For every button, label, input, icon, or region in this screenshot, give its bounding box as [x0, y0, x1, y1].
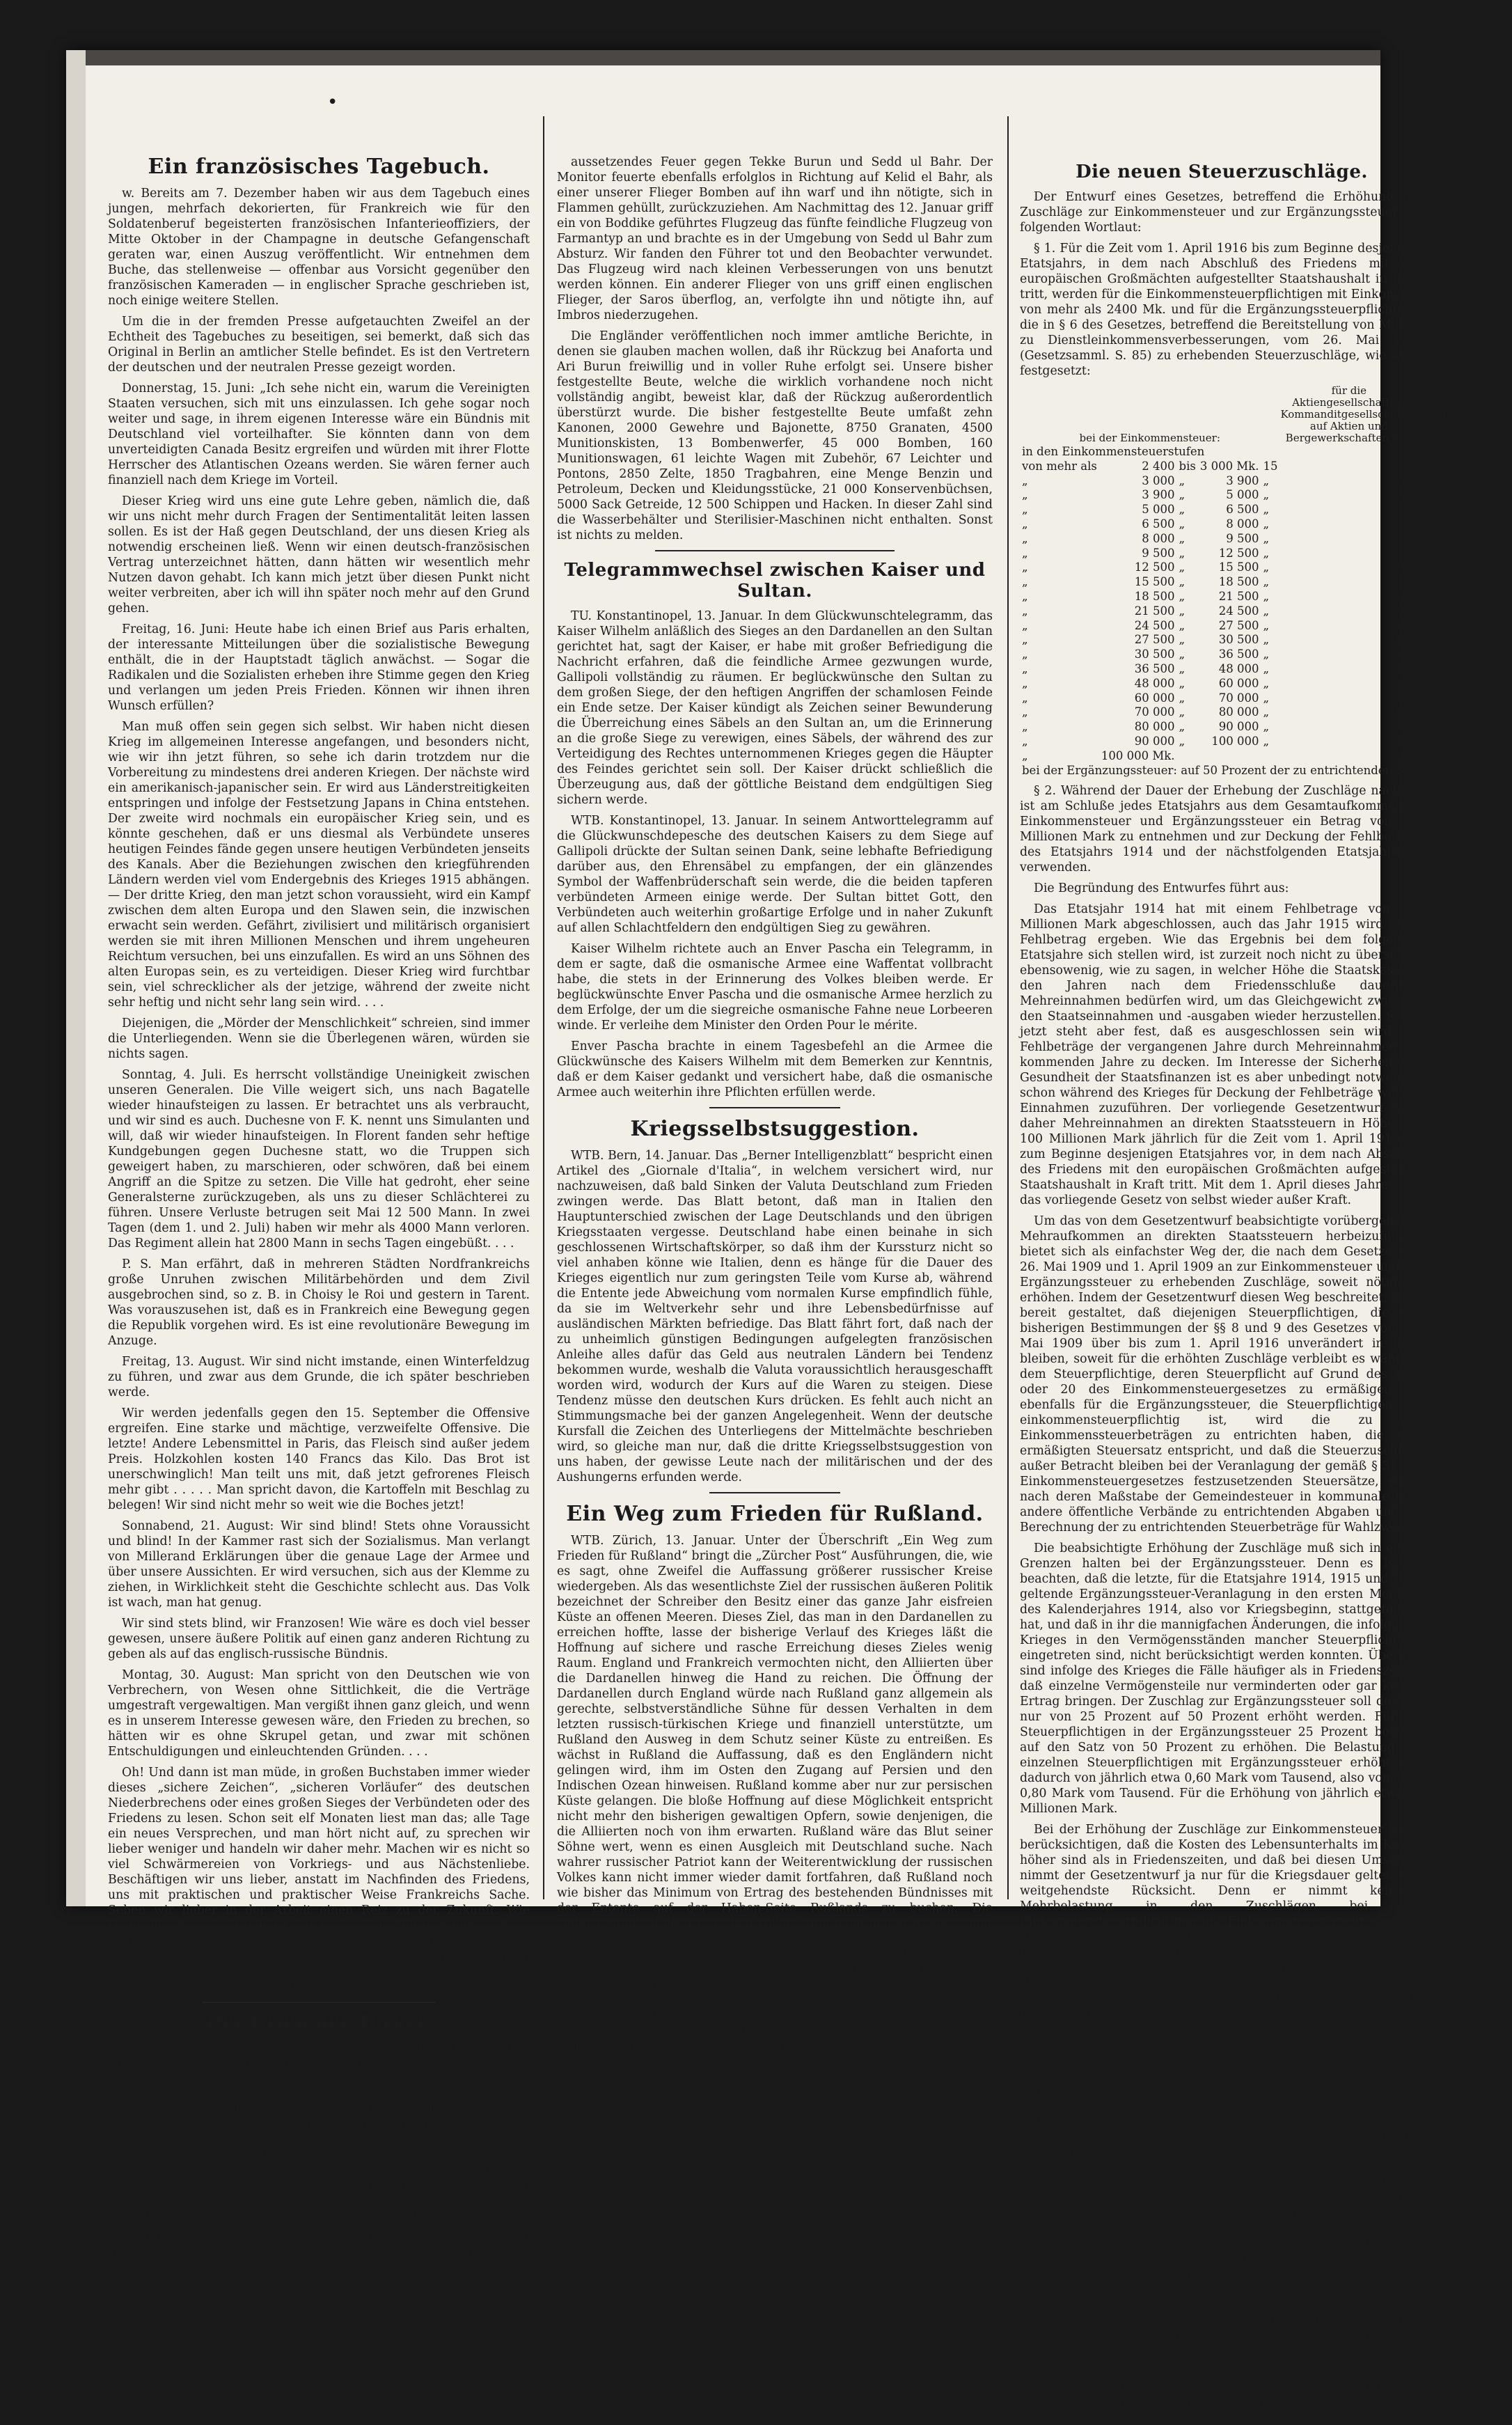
paragraph: Wir werden jedenfalls gegen den 15. September die Offensive ergreifen. Eine starke und mächtige, verzweifelte Offensive. Die letzte! Andere Lebensmittel in Paris, das Fleisch sind außer jedem Preis. Holzkohlen kosten 140 Francs das Kilo. Das Brot ist unerschwinglich! Man teilt uns mit, daß jetzt gefrorenes Fleisch mehr gibt . . . . . Man spricht davon, die Kartoffeln mit Beschlag zu belegen! Wir sind nicht mehr so weit wie die Boches jetzt! — [108, 1406, 530, 1512]
tax-table-cell: 90 000 — [1218, 720, 1259, 734]
tax-table-cell: 150 — [1394, 705, 1417, 719]
tax-table-cell: 90 — [1495, 705, 1510, 719]
scan-left-edge — [66, 50, 86, 1906]
tax-table-cell: 25 — [1495, 517, 1510, 531]
paragraph: Das Etatsjahr 1914 hat mit einem Fehlbetrage von 116 Millionen Mark abgeschlossen, auch das Jahr 1915 wird einen Fehlbetrag ergeben. Wie das Ergebnis bei dem folgenden Etatsjahre sich stellen wird, ist zurzeit noch nicht zu übersehen, ebensowenig, wie zu sagen, in welcher Höhe die Staatskasse in den Jahren nach dem Friedensschluße dauernder Mehreinnahmen bedürfen wird, um das Gleichgewicht zwischen den Staatseinnahmen und -ausgaben wieder herzustellen. Schon jetzt steht aber fest, daß es ausgeschlossen sein wird, die Fehlbeträge der vergangenen Jahre durch Mehreinnahmen der kommenden Jahre zu decken. Im Interesse der Sicherheit und Gesundheit der Staatsfinanzen ist es aber unbedingt notwendig, schon während des Krieges für Deckung der Fehlbeträge weitere Einnahmen zuzuführen. Der vorliegende Gesetzentwurf sieht daher Mehreinnahmen an direkten Staatssteuern in Höhe von 100 Millionen Mark jährlich für die Zeit vom 1. April 1916 bis zum Beginne desjenigen Etatsjahres vor, in dem nach Abschluß des Friedens mit den europäischen Großmächten aufgestellter Staatshaushalt in Kraft tritt. Mit dem 1. April dieses Jahres tritt das vorliegende Gesetz von selbst wieder außer Kraft. — [1020, 902, 1424, 1208]
tax-table-cell: „ — [1263, 705, 1270, 719]
tax-table-row — [1020, 474, 1512, 489]
tax-table-cell: „ — [1263, 575, 1270, 589]
tax-table-cell: „ — [1179, 618, 1186, 632]
article-body-steuer-begruendung — [1020, 783, 1424, 2425]
tax-table-cell: „ — [1179, 676, 1186, 690]
article-title-weg-zum-frieden: Ein Weg zum Frieden für Rußland. — [566, 1502, 984, 1526]
tax-table-cell: „ — [1179, 705, 1186, 719]
tax-table-cell: 65 — [1495, 633, 1510, 647]
tax-table-cell: „ — [1022, 531, 1028, 545]
column-rule-1 — [543, 116, 544, 1899]
tax-table-head-left: bei der Einkommensteuer: — [1079, 432, 1220, 444]
tax-table-cell: 100 — [1488, 748, 1510, 762]
tax-table-cell: „ — [1179, 575, 1186, 589]
tax-table-cell: 80 000 — [1218, 705, 1259, 719]
tax-table-cell: 36 500 — [1134, 661, 1175, 675]
tax-table-cell: „ — [1263, 560, 1270, 574]
tax-table-head-col1: für die Aktiengesellschaften, Kommanditgesellschaften auf Aktien und Bergewerkschaften auf: — [1280, 384, 1418, 444]
tax-table-row — [1020, 547, 1512, 561]
tax-table-cell: „ — [1022, 748, 1028, 762]
paragraph: § 1. Für die Zeit vom 1. April 1916 bis zum Beginne desjenigen Etatsjahrs, in dem nach Abschluß des Friedens mit den europäischen Großmächten aufgestellter Staatshaushalt in Kraft tritt, werden für die Einkommensteuerpflichtigen mit Einkommen von mehr als 2400 Mk. und für die Ergänzungssteuerpflichtigen die in § 6 des Gesetzes, betreffend die Bereitstellung von Mitteln zu Dienstleinkommensverbesserungen, vom 26. Mai 1909 (Gesetzsamml. S. 85) zu erhebenden Steuerzuschläge, wie folgt, festgesetzt: — [1020, 242, 1424, 378]
separator — [655, 550, 895, 551]
tax-table-cell: 50 — [1495, 589, 1510, 603]
paragraph: WTB. Konstantinopel, 13. Januar. In seinem Antworttelegramm auf die Glückwunschdepesche des deutschen Kaisers zu dem Siege auf Gallipoli drückte der Sultan seinen Dank, seine lebhafte Befriedigung darüber aus, den Ehrensäbel zu empfangen, der ein glänzendes Symbol der Waffenbrüderschaft sein werde, die die beiden tapferen verbündeten Armeen einige werde. Der Sultan bittet Gott, den Verbündeten auch weiterhin großartige Erfolge und in naher Zukunft auf allen Schlachtfeldern den endgültigen Sieg zu gewähren. — [557, 814, 993, 935]
tax-table-row — [1020, 517, 1512, 532]
tax-table-cell: 35 — [1495, 546, 1510, 560]
tax-table-cell: 60 — [1401, 560, 1417, 574]
paragraph: Die beabsichtigte Erhöhung der Zuschläge muß sich in engen Grenzen halten bei der Ergänzungssteuer. Denn es ist zu beachten, daß die letzte, für die Etatsjahre 1914, 1915 und 1916 geltende Ergänzungssteuer-Veranlagung in den ersten Monaten des Kalenderjahres 1914, also vor Kriegsbeginn, stattgefunden hat, und daß in ihr die mannigfachen Änderungen, die infolge des Krieges in den Vermögensständen mancher Steuerpflichtigen eingetreten sind, nicht berücksichtigt werden konnten. Überdies sind infolge des Krieges die Fälle häufiger als in Friedenszeiten, daß einzelne Vermögensteile nur verminderten oder gar keinen Ertrag bringen. Der Zuschlag zur Ergänzungssteuer soll deshalb nur von 25 Prozent auf 50 Prozent erhöht werden. Für die Steuerpflichtigen in der Ergänzungssteuer 25 Prozent beträgt, auf den Satz von 50 Prozent zu erhöhen. Die Belastung der einzelnen Steuerpflichtigen mit Ergänzungssteuer erhöht sich dadurch von jährlich etwa 0,60 Mark vom Tausend, also von etwa 0,80 Mark vom Tausend. Für die Erhöhung von jährlich etwa 15 Millionen Mark. — [1020, 1541, 1424, 1816]
paragraph: Um die in der fremden Presse aufgetauchten Zweifel an der Echtheit des Tagebuches zu beseitigen, sei bemerkt, daß sich das Original in Berlin an amtlicher Stelle befindet. Es ist den Vertretern der deutschen und der neutralen Presse gezeigt worden. — [108, 315, 530, 375]
tax-table-cell: „ — [1022, 648, 1028, 661]
tax-table-cell: „ — [1179, 604, 1186, 618]
tax-table-cell: „ — [1263, 734, 1270, 748]
tax-table-cell: 35 — [1401, 517, 1417, 531]
paragraph: Man muß offen sein gegen sich selbst. Wir haben nicht diesen Krieg im allgemeinen Interesse angefangen, und besonders nicht, wie wir ihn jetzt führen, so sehe ich darin trotzdem nur die Vorbereitung zu mindestens drei anderen Kriegen. Der nächste wird ein amerikanisch-japanischer sein. Er wird aus Länderstreitigkeiten entspringen und infolge der Festsetzung Japans in China entstehen. Der zweite wird nochmals ein europäischer Krieg sein, und es könnte geschehen, daß er uns diesmal als Verbündete unseres heutigen Feindes fände gegen unsere heutigen Verbündeten jenseits des Kanals. Aber die Beziehungen zwischen den kriegführenden Ländern werden viel vom Endergebnis des Krieges 1915 abhängen. — Der dritte Krieg, den man jetzt schon voraussieht, wird ein Kampf zwischen dem alten Europa und den Slawen sein, die inzwischen erwacht sein werden. Gefährt, zivilisiert und militärisch organisiert werden sie mit ihren Millionen Menschen und ihrem ungeheuren Reichtum versuchen, bei uns einzufallen. Es wird an uns Söhnen des alten Europas sein, es zu verteidigen. Dieser Krieg wird furchtbar sein, viel schrecklicher als der jetzige, während der zweite nicht sehr heftig und nicht sehr lang sein wird. . . . — [108, 720, 530, 1010]
paragraph: Für die Bemessung der Zuschläge für die Aktiengesellschaften, Kommanditgesellschaften auf Aktien und Bergewerkschaften ist zu berücksichtigen, daß die Einkommen dieser Arten nichtphysischer Personen seit dem 1. April 1909 höher — [1020, 2364, 1424, 2425]
separator — [203, 2002, 434, 2003]
tax-table-cell: 48 000 — [1134, 676, 1175, 690]
paragraph: Oh! Und dann ist man müde, in großen Buchstaben immer wieder dieses „sichere Zeichen“, „sicheren Vorläufer“ des deutschen Niederbrechens oder eines großen Sieges der Verbündeten oder des Friedens zu lesen. Schon seit elf Monaten liest man das; alle Tage ein neues Versprechen, und man hört nicht auf, zu sprechen wir lieber weniger und handeln wir daher mehr. Machen wir es nicht so viel Schwärmereien von Vorkriegs- und aus Nächstenliebe. Beschäftigen wir uns lieber, anstatt im Nachfinden des Friedens, uns mit praktischen und praktischer Weise Frankreichs Sache. Sehen wir lieber in der Arbeit einen Reiz zu der Zukunft. Wie Deutschland es doch gelehrt hat in der Kriegführung unterrichtet. Werden wir daraus lernen! Lebensführung unterrichtet. Wir bereits an den vorigen zehn Monaten erzwungener Lehrzeit Nutzen gezogen? Aber da ist nichts zu machen, das liegt im französischen Charakter. Wir werden nie anders.“ — [108, 1766, 530, 1994]
tax-table-cell: 140 — [1394, 676, 1417, 690]
tax-table-cell: „ — [1263, 546, 1270, 560]
tax-table-cell: 16 — [1495, 488, 1510, 502]
tax-table-cell: 24 500 — [1134, 618, 1175, 632]
tax-table-cell: „ — [1022, 633, 1028, 647]
tax-table-cell: 90 000 — [1134, 734, 1175, 748]
tax-table-row — [1020, 460, 1512, 474]
article-body-steuer-intro — [1020, 189, 1424, 379]
tax-table-cell: 36 500 — [1218, 648, 1259, 661]
paragraph: § 2. Während der Dauer der Erhebung der Zuschläge nach § 1 ist am Schluße jedes Etatsjahrs aus dem Gesamtaufkommen an Einkommensteuer und Ergänzungssteuer ein Betrag von 100 Millionen Mark zu entnehmen und zur Deckung der Fehlbeträge des Etatsjahrs 1914 und der nächstfolgenden Etatsjahre zu verwenden. — [1020, 784, 1424, 875]
tax-table-cell: 5 000 — [1226, 488, 1259, 502]
paragraph: Um das von dem Gesetzentwurf beabsichtigte vorübergehende Mehraufkommen an direkten Staatssteuern herbeizuführen, bietet sich als einfachster Weg der, die nach dem Gesetze vom 26. Mai 1909 und 1. April 1909 an zur Einkommensteuer und zur Ergänzungssteuer zu erhebenden Zuschläge, soweit nötig, zu erhöhen. Indem der Gesetzentwurf diesen Weg beschreitet, ist er bereit gestaltet, daß diejenigen Steuerpflichtigen, die den bisherigen Bestimmungen der §§ 8 und 9 des Gesetzes vom 26. Mai 1909 über bis zum 1. April 1916 unverändert in Kraft bleiben, soweit für die erhöhten Zuschläge verbleibt es während dem Steuerpflichtige, deren Steuerpflicht auf Grund des § 19 oder 20 des Einkommensteuergesetzes zu ermäßigen ist; ebenfalls für die Ergänzungssteuer, die Steuerpflichtigen, die einkommensteuerpflichtig ist, wird die zu den Einkommenssteuerbeträgen zu entrichten haben, die dem ermäßigten Steuersatz entspricht, und daß die Steuerzuschläge außer Betracht bleiben bei der Veranlagung der gemäß § 31 des Einkommensteuergesetzes festzusetzenden Steuersätze, sowie nach deren Maßstabe der Gemeindesteuer in kommunale oder andere öffentliche Verbände zu entrichtenden Abgaben und bei Berechnung der zu entrichtenden Steuerbeträge für Wahlzwecke. — [1020, 1214, 1424, 1535]
tax-table-cell: 48 000 — [1218, 661, 1259, 675]
tax-table-cell: „ — [1179, 531, 1186, 545]
tax-table-cell: 95 — [1495, 720, 1510, 734]
tax-table-cell: 160 — [1394, 748, 1417, 762]
tax-table-cell: 40 — [1401, 531, 1417, 545]
tax-table-row — [1020, 560, 1512, 575]
scan-top-edge — [66, 50, 1380, 65]
tax-table-cell: 30 — [1401, 503, 1417, 517]
tax-table-cell: 15 — [1263, 459, 1278, 473]
paragraph: WTB. Konstantinopel, 13. Januar, abends. Das Hauptquartier teilt mit: An der Kaukasusfront griff der Feind südlich des Aras-Flusses zwischen Tahir und Wali Baba und nördlich des Aras-Flusses zwischen Keutek und Harman-Engpaß in der Nacht vom 11. Januar zum 12. Januar mit einer bedeutenden Streitmacht unsere vorgeschobenen Stellungen heftig an. Im Zentrum erlitt er eine ernste Niederlage. Auf dem linken Flügel hatte er eine der nach unserer Gegenangriffes die vollständigen Niederlage. Der Feind ließ zahlreiche Tote und Gefangene, eine Menge Waffen und Maschinengewehre zurück. Er wurde in seine alten Stellungen zurückgeworfen. Westlich von Olty in der Zone Aral-Geubidi wurden zwei Angriffe des Feindes in derselben Nacht leicht zurückgewiesen. — [108, 2040, 530, 2222]
tax-table-cell: „ — [1179, 720, 1186, 734]
tax-table-cell: 85 — [1495, 691, 1510, 705]
tax-table-cell: 50 — [1401, 546, 1417, 560]
tax-table-cell: „ — [1022, 604, 1028, 618]
separator — [709, 1107, 840, 1108]
paragraph: aussetzendes Feuer gegen Tekke Burun und Sedd ul Bahr. Der Monitor feuerte ebenfalls erfolglos in Richtung auf Kelid el Bahr, als einer unserer Flieger Bomben auf ihn warf und ihn nötigte, sich in Flammen gehüllt, zurückzuziehen. Am Nachmittag des 12. Januar griff ein von Boddike geführtes Flugzeug das fünfte feindliche Flugzeug von Farmantyp an und brachte es in der Umgebung von Sedd ul Bahr zum Absturz. Wir fanden den Führer tot und den Beobachter verwundet. Das Flugzeug wird nach kleinen Verbesserungen von uns benutzt werden können. Ein anderer Flieger von uns griff einen englischen Flieger, der Saros überflog, an, verfolgte ihn und nötigte ihn, auf Imbros niederzugehen. — [557, 155, 993, 322]
tax-table-cell: „ — [1263, 676, 1270, 690]
article-title-tuerkei: Der Krieg der Türkei. — [206, 2011, 432, 2032]
tax-table-cell: „ — [1022, 546, 1028, 560]
paragraph: Diejenigen, die „Mörder der Menschlichkeit“ schreien, sind immer die Unterliegenden. Wenn sie die Überlegenen wären, würden sie nichts sagen. — [108, 1017, 530, 1061]
tax-table-cell: 12 500 — [1134, 560, 1175, 574]
tax-table-row — [1020, 619, 1512, 634]
tax-table-row — [1020, 633, 1512, 648]
tax-table-cell: 24 500 — [1218, 604, 1259, 618]
paragraph: Der Entwurf eines Gesetzes, betreffend die Erhöhung der Zuschläge zur Einkommensteuer und zur Ergänzungssteuer hat folgenden Wortlaut: — [1020, 190, 1424, 235]
separator — [709, 1492, 840, 1493]
column-1 — [108, 71, 530, 2259]
tax-table-cell: „ — [1022, 488, 1028, 502]
paragraph: P. S. Man erfährt, daß in mehreren Städten Nordfrankreichs große Unruhen zwischen Militärbehörden und dem Zivil ausgebrochen sind, so z. B. in Choisy le Roi und gestern in Tarent. Was vorauszusehen ist, daß es in Frankreich eine Bewegung gegen die Republik vorgehen wird. Es ist eine revolutionäre Bewegung im Anzuge. — [108, 1257, 530, 1348]
tax-table-cell: „ — [1263, 720, 1270, 734]
tax-table-cell: „ — [1022, 517, 1028, 531]
tax-table — [1020, 384, 1512, 778]
tax-table-cell: „ — [1022, 661, 1028, 675]
tax-table-cell: „ — [1179, 488, 1186, 502]
tax-table-row — [1020, 604, 1512, 619]
article-title-kriegsselbstsuggestion: Kriegsselbstsuggestion. — [630, 1117, 920, 1141]
paragraph: Freitag, 13. August. Wir sind nicht imstande, einen Winterfeldzug zu führen, und zwar aus dem Grunde, die ich später beschrieben werde. — [108, 1355, 530, 1399]
tax-table-cell: 3 900 — [1142, 488, 1175, 502]
tax-table-cell: „ — [1263, 604, 1270, 618]
tax-table-row — [1020, 735, 1512, 749]
tax-table-cell: 100 000 — [1211, 734, 1259, 748]
paragraph: Sonntag, 4. Juli. Es herrscht vollständige Uneinigkeit zwischen unseren Generalen. Die Ville weigert sich, uns nach Bagatelle wieder hinaufsteigen zu lassen. Er betrachtet uns als verbraucht, und wir sind es auch. Duchesne von F. K. nennt uns Simulanten und will, daß wir wieder hinaufsteigen. In Florent fanden sehr heftige Kundgebungen gegen Duchesne statt, wo die Truppen sich geweigert haben, zu marschieren, oder schwören, daß bei einem Angriff an die Spitze zu setzen. Die Ville hat gedroht, eher seine Generalsterne zurückzugeben, als uns zu dieser Schlächterei zu führen. Unsere Verluste betrugen seit Mai 12 500 Mann. In zwei Tagen (dem 1. und 2. Juli) haben wir mehr als 4000 Mann verloren. Das Regiment allein hat 2800 Mann in sechs Tagen eingebüßt. . . . — [108, 1068, 530, 1250]
tax-table-cell: 70 — [1495, 648, 1510, 661]
tax-table-cell: „ — [1179, 517, 1186, 531]
tax-table-intro: in den Einkommensteuerstufen — [1022, 445, 1205, 458]
paragraph: Bei der Erhöhung der Zuschläge zur Einkommensteuer ist zu berücksichtigen, daß die Kosten des Lebensunterhalts im Kriege höher sind als in Friedenszeiten, und daß bei diesen Umstande nimmt der Gesetzentwurf ja nur für die Kriegsdauer gelten soll, weitgehendste Rücksicht. Denn er nimmt keinerlei Mehrbelastung in den Zuschlägen bei den Einkommensteuerpflichtigen mit Einkommen von mehr als 2400 Mark. Für diese Steuerpflichtigen, und zwar sowohl für die physischen, wie für die nichtphysischen Personen, bewendet es daher bei den Steuerzuschlägen in der durch das Gesetz vom 26. Mai 1909 bestimmten Höhe. Die Erhöhung der Zuschläge soll erst beginnen in der Einkommensteuerstufe von mehr als 2400 bis 3000 Mark. Für die physischen Personen, in der untersten Stufe 15 Prozent auf 8 Prozent erhöht werden. Für die Aktiengesellschaften und die Konsumvereine nämlich anstatt bisheriger 8 Prozent auf 15 Prozent und steigt in der Einkommensteuerstufe von mehr als 100 000 Mark ... Für die Erhöhung der Zuschläge nur langsam weiter an, so daß jene Stufen, die mit den Einkommensteuerstufen von mehr als 100 000 Mark sollen die Zuschläge anstatt der bisherigen 25 Prozent mit 160 Prozent zu erheben sein. Die Belastung der Steuerpflichtigen mit mehr als 100 000 Mark Einkommen, die bisher 5 Prozent des Einkommens ausmachte, wird hiernach in Zukunft bis zu 8 Prozent für die physischen Personen, für die Aktiengesellschaften und ähnlichen Genossenschaften steigen. Die bisherigen Einkommensteuerzuschläge der physischen Personen und der Genossenschaften und Konsumvereine betragen 5, 10, 15, 20 und 25 Prozent. Auch in dem vorliegenden Gesetzentwurf ist das Aufsteigen der Zuschlagssätze um je 5 Prozent vorgesehen, so daß der Unterschied zwischen den einzelnen Zuschlagssätzen bei der Einkommensteuer niemals mehr als 5 Prozent beträgt. Denn jede Erhöhung dieses Unterschieds würde zu großen Sprüngen in den einzelnen Einkommensteuerstufen führen. Die bisherigen Zuschläge für die nichtphysischen Personen betragen 20 Prozent. — [1020, 1823, 1424, 2358]
paragraph: Kaiser Wilhelm richtete auch an Enver Pascha ein Telegramm, in dem er sagte, daß die osmanische Armee eine Waffentat vollbracht habe, die stets in der Erinnerung des Volkes bleiben werde. Er beglückwünschte Enver Pascha und die osmanische Armee herzlich zu dem Erfolge, der um die siegreiche osmanische Fahne neue Lorbeeren winde. Er verleihe dem Minister den Orden Pour le mérite. — [557, 942, 993, 1033]
tax-table-row — [1020, 532, 1512, 547]
paragraph: Dieser Krieg wird uns eine gute Lehre geben, nämlich die, daß wir uns nicht mehr durch Fragen der Sentimentalität leiten lassen sollen. Es ist der Haß gegen Deutschland, der uns diesen Krieg als notwendig erscheinen ließ. Wenn wir einen deutsch-französischen Vertrag unterzeichnet hätten, dann hätten wir wesentlich mehr Nutzen davon gehabt. Ich kann mich jetzt über diesen Punkt nicht weiter verbreiten, aber ich will ihn später noch mehr auf den Grund gehen. — [108, 494, 530, 615]
tax-table-cell: „ — [1179, 633, 1186, 647]
tax-table-cell: 2 400 — [1142, 459, 1175, 473]
tax-table-cell: „ — [1022, 734, 1028, 748]
paragraph: TU. Konstantinopel, 13. Januar. In dem Glückwunschtelegramm, das Kaiser Wilhelm anläßlich des Sieges an den Dardanellen an den Sultan gerichtet hat, sagt der Kaiser, er habe mit großer Befriedigung die Nachricht erfahren, daß die feindliche Armee gezwungen wurde, Gallipoli vollständig zu räumen. Er beglückwünsche den Sultan zu dem großen Siege, der den heftigen Angriffen der schamlosen Feinde ein Ende setze. Der Kaiser kündigt als Zeichen seiner Bewunderung die Überreichung eines Säbels an den Sultan an, um die Erinnerung an die große Siege zu verewigen, eines Säbels, der während des zur Verteidigung des Rechtes unternommenen Krieges gegen die Häupter des Feindes gerichtet sein soll. Der Kaiser drückt schließlich die Überzeugung aus, daß der göttliche Beistand dem endgültigen Sieg sichern werde. — [557, 609, 993, 807]
article-title-tagebuch: Ein französisches Tagebuch. — [148, 155, 490, 179]
tax-table-cell: 30 500 — [1218, 633, 1259, 647]
tax-table-cell: 21 500 — [1218, 589, 1259, 603]
tax-table-cell: „ — [1179, 503, 1186, 517]
tax-table-cell: 25 — [1401, 488, 1417, 502]
tax-table-row — [1020, 648, 1512, 662]
tax-table-row — [1020, 677, 1512, 691]
tax-table-cell: „ — [1022, 676, 1028, 690]
tax-table-cell: 30 — [1495, 531, 1510, 545]
tax-table-cell: 20 — [1495, 503, 1510, 517]
tax-table-cell: „ — [1263, 691, 1270, 705]
tax-table-cell: „ — [1263, 473, 1270, 487]
tax-table-row — [1020, 749, 1512, 764]
tax-table-cell: „ — [1263, 517, 1270, 531]
tax-table-cell: 70 000 — [1218, 691, 1259, 705]
tax-table-cell: 110 — [1394, 633, 1417, 647]
article-body-telegrammwechsel — [557, 609, 993, 1100]
tax-table-cell — [1261, 749, 1279, 764]
tax-table-cell: 9 500 — [1142, 546, 1175, 560]
paragraph: Wir sind stets blind, wir Franzosen! Wie wäre es doch viel besser gewesen, unsere äußere Politik auf einen ganz anderen Richtung zu geben als auf das englisch-russische Bündnis. — [108, 1617, 530, 1661]
tax-table-cell: 40 — [1495, 560, 1510, 574]
article-body-kriegsselbstsuggestion — [557, 1148, 993, 1485]
tax-table-cell: bis — [1179, 459, 1196, 473]
tax-table-cell: 80 — [1401, 589, 1417, 603]
tax-table-cell: 70 000 — [1134, 705, 1175, 719]
tax-table-row — [1020, 691, 1512, 706]
tax-table-cell: 15 500 — [1134, 575, 1175, 589]
paragraph: Sonnabend, 21. August: Wir sind blind! Stets ohne Voraussicht und blind! In der Kammer rast sich der Sozialismus. Man verlangt von Millerand Erklärungen über die genaue Lage der Armee und über unsere Aussichten. Er wird versuchen, sich aus der Klemme zu ziehen, in Wirklichkeit steht die Geschichte schlecht aus. Das Volk ist wach, man hat genug. — [108, 1519, 530, 1610]
tax-table-cell: 8 — [1408, 459, 1417, 473]
tax-table-cell: 70 — [1401, 575, 1417, 589]
page-mark: • — [327, 92, 338, 113]
paragraph: Montag, 30. August: Man spricht von den Deutschen wie von Verbrechern, von Wesen ohne Sittlichkeit, die die Verträge umgestraft vergewaltigen. Man vergißt ihnen ganz gleich, und wenn es in unserem Interesse gewesen wäre, den Frieden zu brechen, so hätten wir es ohne Skrupel getan, und zwar mit schönen Entschuldigungen und einleuchtenden Gründen. . . . — [108, 1668, 530, 1759]
tax-table-row — [1020, 488, 1512, 503]
tax-table-row — [1020, 575, 1512, 590]
tax-table-cell: 15 500 — [1218, 560, 1259, 574]
tax-table-cell: „ — [1263, 589, 1270, 603]
tax-table-cell: 100 000 Mk. — [1101, 748, 1175, 762]
tax-table-cell: 3 000 Mk. — [1199, 459, 1259, 473]
tax-table-cell: „ — [1022, 705, 1028, 719]
tax-table-cell — [1177, 749, 1198, 764]
paragraph: Donnerstag, 15. Juni: „Ich sehe nicht ein, warum die Vereinigten Staaten versuchen, sich mit uns einzulassen. Ich gehe sogar noch weiter und sage, in ihrem eigenen Interesse wäre ein Bündnis mit Deutschland viel vorteilhafter. Sie könnten dann von dem unverteidigten Canada Besitz ergreifen und würden mit ihrer Flotte Herrscher des Atlantischen Ozeans werden. Sie wären ferner auch finanziell nach dem Kriege im Vorteil. — [108, 382, 530, 487]
tax-table-row — [1020, 662, 1512, 677]
column-3 — [1020, 71, 1511, 2425]
tax-table-cell: 100 — [1394, 618, 1417, 632]
tax-table-cell: 9 500 — [1226, 531, 1259, 545]
tax-table-cell: 150 — [1394, 720, 1417, 734]
column-rule-2 — [1007, 116, 1009, 1899]
tax-table-cell — [1198, 749, 1261, 764]
tax-table-cell: „ — [1022, 618, 1028, 632]
tax-table-cell: 18 500 — [1134, 589, 1175, 603]
tax-table-cell: 5 000 — [1142, 503, 1175, 517]
tax-table-cell: 8 000 — [1142, 531, 1175, 545]
tax-table-cell: 60 — [1495, 618, 1510, 632]
tax-table-cell: „ — [1263, 648, 1270, 661]
article-body-tuerkei — [108, 2039, 530, 2259]
paragraph: Enver Pascha brachte in einem Tagesbefehl an die Armee die Glückwünsche des Kaisers Wilhelm mit dem Bemerken zur Kenntnis, daß er dem Kaiser gedankt und versichert habe, daß die osmanische Armee auch weiterhin ihre Pflichten erfüllen werde. — [557, 1039, 993, 1099]
paragraph: Freitag, 16. Juni: Heute habe ich einen Brief aus Paris erhalten, der interessante Mitteilungen über die sozialistische Bewegung enthält, die in der Hauptstadt täglich anwächst. — Sogar die Radikalen und die Sozialisten erheben ihre Stimme gegen den Krieg und verlangen um jeden Preis Frieden. Können wir ihnen ihren Wunsch erfüllen? — [108, 622, 530, 713]
article-title-telegrammwechsel: Telegrammwechsel zwischen Kaiser und Sultan. — [564, 560, 986, 602]
tax-table-cell: 3 900 — [1226, 473, 1259, 487]
tax-table-cell: 27 500 — [1134, 633, 1175, 647]
tax-table-cell: 12 — [1495, 473, 1510, 487]
article-body-weg-zum-frieden — [557, 1533, 993, 2069]
tax-table-cell: „ — [1263, 633, 1270, 647]
article-title-steuerzuschlaege: Die neuen Steuerzuschläge. — [1076, 162, 1368, 182]
tax-table-cell: „ — [1022, 560, 1028, 574]
tax-table-row — [1020, 705, 1512, 720]
tax-table-cell: „ — [1022, 503, 1028, 517]
tax-table-cell: 75 — [1495, 661, 1510, 675]
tax-table-cell: 95 — [1495, 734, 1510, 748]
tax-table-cell: „ — [1179, 648, 1186, 661]
tax-table-cell: „ — [1263, 503, 1270, 517]
tax-table-row — [1020, 590, 1512, 604]
tax-table-cell: 90 — [1401, 604, 1417, 618]
tax-table-cell: 45 — [1495, 575, 1510, 589]
tax-table-cell: „ — [1263, 488, 1270, 502]
tax-table-cell: 80 — [1495, 676, 1510, 690]
tax-table-row — [1020, 720, 1512, 735]
tax-table-row — [1020, 503, 1512, 517]
tax-table-cell: „ — [1022, 720, 1028, 734]
tax-table-cell: „ — [1022, 575, 1028, 589]
tax-table-cell: 12 500 — [1218, 546, 1259, 560]
paragraph: w. Bereits am 7. Dezember haben wir aus dem Tagebuch eines jungen, mehrfach dekorierten, für Frankreich wie für den Soldatenberuf begeisterten französischen Infanterieoffiziers, der Mitte Oktober in der Champagne in deutsche Gefangenschaft geraten war, einen Auszug veröffentlicht. Wir entnehmen dem Buche, das stellenweise — offenbar aus Vorsicht gegenüber den französischen Kameraden — in englischer Sprache geschrieben ist, noch einige weitere Stellen. — [108, 187, 530, 308]
tax-table-cell: „ — [1179, 560, 1186, 574]
tax-table-cell: 3 000 — [1142, 473, 1175, 487]
tax-table-cell: „ — [1263, 531, 1270, 545]
paragraph: Die Begründung des Entwurfes führt aus: — [1034, 881, 1289, 896]
tax-table-cell: „ — [1022, 473, 1028, 487]
tax-table-cell: „ — [1179, 734, 1186, 748]
tax-table-cell: 120 — [1394, 648, 1417, 661]
paragraph: Die Engländer veröffentlichen noch immer amtliche Berichte, in denen sie glauben machen wollen, daß ihr Rückzug bei Anaforta und Ari Burun freiwillig und in voller Ruhe erfolgt sei. Unsere bisher festgestellte Beute, welche die wirklich vorhandene noch nicht vollständig angibt, beweist klar, daß der Rückzug außerordentlich überstürzt wurde. Die bisher festgestellte Beute umfaßt zehn Kanonen, 2000 Gewehre und Bajonette, 8750 Granaten, 4500 Munitionskisten, 13 Bombenwerfer, 45 000 Bomben, 160 Munitionswagen, 61 leichte Wagen mit Zubehör, 67 Leichter und Pontons, 2850 Zelte, 1850 Tragbahren, eine Menge Benzin und Petroleum, Decken und Kleidungsstücke, 21 000 Konservenbüchsen, 5000 Sack Getreide, 12 500 Schippen und Hacken. In dieser Zahl sind die Wasserbehälter und Sterilisier-Maschinen nicht enthalten. Sonst ist nichts zu melden. — [557, 329, 993, 542]
tax-table-cell: 60 000 — [1134, 691, 1175, 705]
paragraph: WTB. Bern, 14. Januar. Das „Berner Intelligenzblatt“ bespricht einen Artikel des „Giornale d'Italia“, in welchem versichert wird, nur nachzuweisen, daß bald Sinken der Valuta Deutschland zum Frieden zwingen werde. Das Blatt betont, daß man in Italien den Hauptunterschied zwischen der Lage Deutschlands und den übrigen Kriegsstaaten vergesse. Deutschland habe einen beinahe in sich geschlossenen Wirtschaftskörper, so daß ihm der Kurssturz nicht so viel anhaben könne wie Italien, denn es hänge für die Dauer des Krieges eigentlich nur zum geringsten Teile vom Kurse ab, während die Entente jede Abweichung vom normalen Kurse empfindlich fühle, da sie im Weltverkehr sehr und ihre Lebensbedürfnisse auf ausländischen Märkten befriedige. Das Blatt fährt fort, daß nach der zu unheimlich günstigen Bedingungen aufgelegten französischen Anleihe alles dafür das Geld aus neutralen Ländern bei Tendenz bekommen wurde, weshalb die Valuta voraussichtlich herausgeschafft worden wird, wodurch der Kurs auf die Waren zu steigen. Diese Tendenz müsse den deutschen Kurs drücken. Es fehlt auch nicht an Stimmungsmache bei der ganzen Angelegenheit. Wenn der deutsche Kursfall die Zeichen des Unterliegens der Mittelmächte beschrieben wird, so gleiche man nur, daß die dritte Kriegsselbstsuggestion von uns haben, der gewisse Leute nach der militärischen und der des Aushungerns erfunden werde. — [557, 1149, 993, 1484]
tax-table-cell: 150 — [1394, 734, 1417, 748]
tax-table-cell: „ — [1179, 691, 1186, 705]
tax-table-cell: 27 500 — [1218, 618, 1259, 632]
tax-table-cell: „ — [1263, 661, 1270, 675]
tax-table-cell: 30 500 — [1134, 648, 1175, 661]
tax-table-cell: von mehr als — [1022, 459, 1097, 473]
tax-table-cell: 140 — [1394, 691, 1417, 705]
tax-table-cell: 8 000 — [1226, 517, 1259, 531]
tax-table-cell: „ — [1179, 661, 1186, 675]
tax-table-cell: 6 500 — [1226, 503, 1259, 517]
tax-table-cell: 18 500 — [1218, 575, 1259, 589]
paragraph: WTB. Zürich, 13. Januar. Unter der Überschrift „Ein Weg zum Frieden für Rußland“ bringt die „Zürcher Post“ Ausführungen, die, wie es sagt, ohne Zweifel die Auffassung größerer russischer Kreise wiedergeben. Als das wesentlichste Ziel der russischen äußeren Politik bezeichnet der Schreiber den Besitz einer das ganze Jahr eisfreien Küste an offenen Meeren. Dieses Ziel, das man in den Dardanellen zu erreichen hoffte, lasse der bisherige Verlauf des Krieges läßt die Hoffnung auf sichere und rasche Erreichung dieses Zieles wenig Raum. England und Frankreich vermochten nicht, den Alliierten über die Dardanellen hinweg die Hand zu reichen. Die Öffnung der Dardanellen durch England würde nach Rußland ganz allgemein als gerechte, selbstverständliche Sühne für dessen Verhalten in dem letzten russisch-türkischen Kriege und finanziell unterstützte, um Rußland den Ausweg in dem Schutz seiner Küste zu entreißen. Es wächst in Rußland die Auffassung, daß es den Engländern nicht gelingen wird, ihm im Osten den Zugang auf Persien und den Indischen Ozean hinweisen. Rußland komme aber nur zur persischen Küste gelangen. Die bloße Hoffnung auf diese Möglichkeit entspricht nicht mehr den bisherigen gewaltigen Opfern, sowie denjenigen, die die Alliierten noch von ihm erwarten. Rußland wäre das Blut seiner Söhne wert, wenn es einen Ausgleich mit Deutschland suche. Nach wahrer russischer Patriot kann der Weiterentwicklung der russischen Volkes kann nicht immer wieder damit fortfahren, daß Rußland noch wie bisher das Minimum von Ertrag des bestehenden Bündnisses mit der Entente auf der Haben-Seite Rußlands zu buchen. Die Opferfreudigkeit des russischen Volkes kann nicht immer wieder damit gewonnen werden, daß die Alliierten erklären, nur gemeinsam nach Erreichung des gemeinsamen Zieles Frieden zu schließen, um so weniger, als der Inhalt der Londoner Abmachung nicht bekannt ist, und soweit er Rußland an den persischen Küste fuß zu fassen, wäre unseres Erachtens die Möglichkeit einer rascheren Beendigung des Krieges bedeutend näher gerückt. Damit wäre die Erfüllung des jahrhundertelangen Dranges Rußlands nach dem Meere gegeben, und damit könnte auch ein Friede mit Deutschland die organische Motiv der Kriegshandlung für Rußland wegfallen. — [557, 1534, 993, 2069]
tax-table-foot: bei der Ergänzungssteuer: auf 50 Prozent der zu entrichtenden Steuer. — [1022, 763, 1438, 777]
column-2 — [557, 71, 993, 2069]
tax-table-cell: 80 000 — [1134, 720, 1175, 734]
tax-table-cell: 55 — [1495, 604, 1510, 618]
article-body-tagebuch — [108, 186, 530, 1995]
paragraph: Dardanellenfront: Am 12. Januar eröffneten ein Kreuzer, neun Torpedoboote und ein Monitor von den Meerengen zeitweilig — [108, 2229, 530, 2259]
tax-table-cell: 6 500 — [1142, 517, 1175, 531]
tax-table-cell: „ — [1263, 618, 1270, 632]
tax-table-cell: 130 — [1394, 661, 1417, 675]
newspaper-page — [66, 50, 1511, 2425]
tax-table-cell: „ — [1179, 546, 1186, 560]
tax-table-cell: „ — [1179, 589, 1186, 603]
tax-table-cell: „ — [1179, 473, 1186, 487]
tax-table-cell: 25 — [1401, 473, 1417, 487]
article-body-dardanellen — [557, 155, 993, 543]
tax-table-cell: „ — [1022, 589, 1028, 603]
tax-table-cell: 21 500 — [1134, 604, 1175, 618]
tax-table-head-col2: für die sonstigen Steuerpflichtigen auf: — [1419, 408, 1511, 444]
tax-table-cell: 60 000 — [1218, 676, 1259, 690]
tax-table-cell: „ — [1022, 691, 1028, 705]
